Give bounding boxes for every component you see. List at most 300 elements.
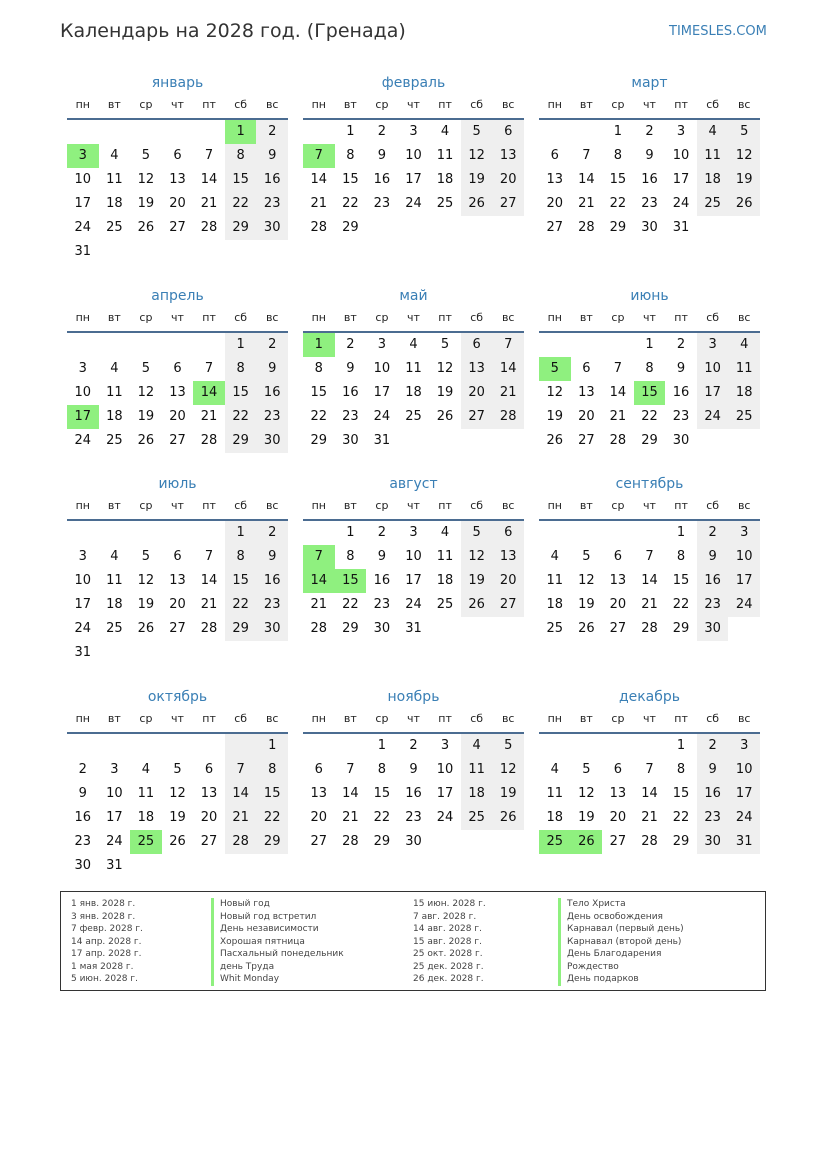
day-cell: 9 [377,148,387,163]
weekday-label: вс [265,98,279,111]
weekday-label: вс [737,98,751,111]
day-cell: 12 [461,545,493,569]
day-cell: 4 [110,361,119,376]
day-cell: 13 [609,786,627,801]
weekday-label: пн [311,311,326,324]
day-cell: 28 [578,220,595,235]
day-cell: 20 [492,569,524,593]
month-name: ноябрь [387,689,440,705]
day-cell: 12 [169,786,186,801]
day-cell: 26 [461,593,493,617]
legend-date: 5 июн. 2028 г. [71,974,138,984]
day-cell: 27 [492,192,524,216]
weekday-label: вт [107,98,121,111]
day-cell: 9 [697,758,729,782]
day-cell: 11 [546,786,564,801]
day-cell: 26 [546,433,564,448]
day-cell: 6 [582,361,591,376]
day-cell: 17 [436,786,454,801]
day-cell: 25 [106,621,123,636]
day-cell: 5 [582,762,591,777]
day-cell: 23 [74,834,92,849]
day-cell: 27 [492,593,524,617]
day-cell: 23 [405,810,422,825]
day-cell: 10 [373,361,391,376]
weekday-header [539,307,760,333]
day-grid [67,734,288,878]
legend-holiday-name: Хорошая пятница [211,936,344,949]
month-name: февраль [381,75,446,91]
weekday-label: чт [171,712,184,725]
day-cell: 4 [110,148,119,163]
day-cell: 23 [373,597,391,612]
month-block [539,72,760,264]
weekday-label: пт [674,98,688,111]
day-cell: 11 [436,549,454,564]
day-cell: 6 [314,762,323,777]
day-cell: 10 [405,549,422,564]
holiday-day-cell: 25 [130,830,162,854]
legend-date: 3 янв. 2028 г. [71,911,136,922]
weekday-header [303,495,524,521]
day-cell: 26 [492,806,524,830]
month-block [539,686,760,878]
day-cell: 21 [200,409,218,424]
month-block [67,686,288,878]
day-cell: 10 [405,148,422,163]
weekday-label: пн [311,98,326,111]
weekday-label: вс [265,311,279,324]
weekday-label: пн [75,712,90,725]
legend-date: 14 авг. 2028 г. [413,924,482,934]
day-cell: 14 [225,782,257,806]
weekday-label: ср [611,712,625,725]
day-cell: 18 [546,810,564,825]
day-cell: 10 [672,148,690,163]
month-block [67,72,288,264]
day-cell: 16 [256,381,288,405]
day-cell: 27 [310,834,328,849]
holiday-day-cell: 1 [225,120,257,144]
day-cell: 20 [169,409,186,424]
legend-date: 15 июн. 2028 г. [413,899,486,909]
weekday-label: чт [171,499,184,512]
weekday-label: вс [501,712,515,725]
day-cell: 21 [310,597,328,612]
day-cell: 24 [672,196,690,211]
weekday-label: вс [501,311,515,324]
day-cell: 4 [409,337,418,352]
day-cell: 8 [613,148,623,163]
day-grid [539,120,760,264]
weekday-label: пт [438,499,452,512]
day-cell: 18 [436,573,454,588]
day-cell: 16 [672,385,690,400]
weekday-label: ср [611,311,625,324]
day-cell: 30 [405,834,422,849]
day-grid [539,333,760,477]
day-cell: 21 [492,381,524,405]
day-cell: 20 [310,810,328,825]
day-cell: 24 [373,409,391,424]
month-block [303,285,524,477]
weekday-label: сб [470,311,484,324]
legend-holiday-name: Пасхальный понедельник [211,948,344,961]
day-cell: 18 [106,196,123,211]
day-cell: 16 [641,172,658,187]
weekday-label: ср [611,98,625,111]
day-cell: 22 [672,810,690,825]
holiday-day-cell: 7 [303,545,335,569]
day-cell: 10 [74,172,92,187]
legend-date: 17 апр. 2028 г. [71,949,142,959]
day-cell: 8 [314,361,323,376]
day-cell: 11 [436,148,454,163]
weekday-label: сб [234,499,248,512]
day-cell: 18 [137,810,155,825]
day-cell: 28 [641,621,658,636]
day-cell: 21 [225,806,257,830]
day-cell: 27 [546,220,564,235]
day-cell: 21 [342,810,359,825]
weekday-label: пн [75,499,90,512]
weekday-label: пн [547,499,562,512]
weekday-label: вт [343,712,357,725]
day-cell: 12 [436,361,454,376]
day-cell: 3 [440,738,450,753]
day-cell: 1 [346,124,355,139]
day-cell: 2 [256,521,288,545]
holiday-day-cell: 15 [335,569,367,593]
day-cell: 28 [200,621,218,636]
day-cell: 23 [697,593,729,617]
day-cell: 27 [578,433,595,448]
day-grid [67,333,288,477]
day-grid [539,734,760,878]
day-cell: 2 [256,333,288,357]
day-cell: 5 [728,120,760,144]
holiday-day-cell: 14 [303,569,335,593]
day-cell: 7 [613,361,623,376]
weekday-label: пт [438,98,452,111]
day-cell: 31 [74,645,92,660]
month-name: август [389,476,438,492]
day-cell: 10 [106,786,123,801]
weekday-label: вс [737,712,751,725]
legend-right-names [558,898,684,986]
day-cell: 25 [436,196,454,211]
day-cell: 5 [141,361,151,376]
day-cell: 6 [204,762,214,777]
weekday-header [67,495,288,521]
month-name: март [631,75,668,91]
month-block [67,285,288,477]
weekday-label: пт [674,712,688,725]
day-cell: 18 [546,597,564,612]
day-cell: 13 [200,786,218,801]
day-cell: 2 [697,734,729,758]
day-cell: 26 [137,433,155,448]
weekday-label: вт [107,311,121,324]
day-cell: 9 [697,545,729,569]
day-cell: 14 [641,573,658,588]
day-cell: 22 [342,597,359,612]
weekend-shade [225,734,257,758]
day-cell: 13 [492,545,524,569]
day-cell: 29 [256,830,288,854]
day-cell: 3 [728,521,760,545]
day-cell: 1 [225,521,257,545]
weekday-label: чт [407,98,420,111]
page-title: Календарь на 2028 год. (Гренада) [60,20,406,42]
legend-date: 25 дек. 2028 г. [413,961,484,972]
day-cell: 26 [169,834,186,849]
day-cell: 5 [141,549,151,564]
day-cell: 23 [373,196,391,211]
day-cell: 11 [137,786,155,801]
day-cell: 9 [645,148,654,163]
legend-holiday-name: Новый год [211,898,344,911]
day-cell: 31 [728,830,760,854]
day-cell: 10 [728,545,760,569]
day-cell: 2 [377,525,387,540]
legend-left-dates [71,898,143,986]
day-cell: 30 [373,621,391,636]
weekday-label: чт [643,712,656,725]
day-cell: 17 [373,385,391,400]
day-cell: 30 [697,617,729,641]
day-cell: 30 [672,433,690,448]
legend-holiday-name: Тело Христа [558,898,684,911]
day-cell: 8 [256,758,288,782]
month-block [539,473,760,665]
weekday-label: пн [547,98,562,111]
day-cell: 9 [256,545,288,569]
weekday-label: пт [202,499,216,512]
day-cell: 3 [110,762,119,777]
day-cell: 15 [672,786,690,801]
day-cell: 14 [342,786,359,801]
weekday-label: вт [343,311,357,324]
day-cell: 30 [697,830,729,854]
day-cell: 8 [225,545,257,569]
weekday-label: вт [579,311,593,324]
day-cell: 13 [169,385,186,400]
day-cell: 28 [310,220,328,235]
weekday-label: сб [470,98,484,111]
month-name: июнь [630,288,669,304]
day-cell: 21 [641,597,658,612]
weekday-label: чт [643,311,656,324]
weekday-label: ср [375,98,389,111]
day-cell: 3 [697,333,729,357]
day-cell: 24 [106,834,123,849]
day-cell: 5 [461,521,493,545]
holiday-day-cell: 14 [193,381,225,405]
weekday-label: сб [234,98,248,111]
weekday-label: вс [501,499,515,512]
day-cell: 9 [377,549,387,564]
weekday-label: вс [737,311,751,324]
weekday-label: вт [579,712,593,725]
weekday-label: вс [501,98,515,111]
day-cell: 19 [137,196,155,211]
day-cell: 28 [200,220,218,235]
day-cell: 15 [672,573,690,588]
day-cell: 5 [440,337,450,352]
weekday-label: ср [375,311,389,324]
day-cell: 17 [728,569,760,593]
day-cell: 4 [697,120,729,144]
day-cell: 20 [169,196,186,211]
day-cell: 16 [697,782,729,806]
day-cell: 19 [169,810,186,825]
day-cell: 17 [405,172,422,187]
day-cell: 5 [461,120,493,144]
day-cell: 29 [373,834,391,849]
day-cell: 12 [137,573,155,588]
day-cell: 7 [645,762,654,777]
day-cell: 30 [256,617,288,641]
day-cell: 22 [609,196,627,211]
day-cell: 7 [204,549,214,564]
weekday-label: ср [139,499,153,512]
day-cell: 25 [106,433,123,448]
day-cell: 13 [609,573,627,588]
day-cell: 4 [728,333,760,357]
day-cell: 3 [78,549,87,564]
day-cell: 2 [676,337,686,352]
day-cell: 2 [377,124,387,139]
weekday-label: сб [470,712,484,725]
legend-holiday-name: День подарков [558,973,684,986]
weekday-header [67,307,288,333]
day-cell: 20 [609,810,627,825]
month-name: январь [151,75,204,91]
day-cell: 9 [409,762,418,777]
day-cell: 12 [137,172,155,187]
day-cell: 20 [578,409,595,424]
day-cell: 19 [578,597,595,612]
day-cell: 28 [342,834,359,849]
day-cell: 13 [578,385,595,400]
day-cell: 7 [225,758,257,782]
day-cell: 9 [346,361,355,376]
legend-holiday-name: Рождество [558,961,684,974]
weekday-label: пт [202,98,216,111]
day-cell: 28 [641,834,658,849]
day-cell: 6 [550,148,559,163]
month-block [303,72,524,264]
day-cell: 4 [550,762,559,777]
day-cell: 31 [672,220,690,235]
day-cell: 6 [613,762,623,777]
day-cell: 18 [405,385,422,400]
holiday-legend [60,891,766,991]
weekday-label: пт [202,311,216,324]
day-cell: 24 [74,433,92,448]
day-grid [303,521,524,665]
weekday-label: пт [674,311,688,324]
day-cell: 24 [728,593,760,617]
weekday-label: ср [139,98,153,111]
day-cell: 15 [373,786,391,801]
weekday-label: чт [171,311,184,324]
month-block [67,473,288,665]
legend-date: 7 авг. 2028 г. [413,911,477,922]
day-cell: 2 [346,337,355,352]
holiday-day-cell: 15 [634,381,666,405]
day-cell: 27 [169,220,186,235]
day-cell: 10 [728,758,760,782]
day-cell: 11 [405,361,422,376]
day-cell: 4 [461,734,493,758]
day-cell: 6 [173,148,182,163]
day-cell: 18 [728,381,760,405]
day-cell: 22 [342,196,359,211]
day-cell: 15 [225,381,257,405]
legend-holiday-name: День Благодарения [558,948,684,961]
day-cell: 3 [78,361,87,376]
legend-date: 7 февр. 2028 г. [71,924,143,934]
legend-holiday-name: День независимости [211,923,344,936]
weekday-label: вс [737,499,751,512]
day-cell: 8 [377,762,387,777]
day-cell: 28 [609,433,627,448]
month-name: апрель [151,288,204,304]
day-cell: 8 [346,148,355,163]
day-cell: 14 [310,172,328,187]
day-cell: 6 [492,120,524,144]
weekday-label: пн [547,712,562,725]
legend-holiday-name: Карнавал (первый день) [558,923,684,936]
weekday-label: вт [579,98,593,111]
day-cell: 29 [609,220,627,235]
day-cell: 27 [200,834,218,849]
day-cell: 7 [346,762,355,777]
day-cell: 11 [697,144,729,168]
day-cell: 7 [204,148,214,163]
weekday-header [303,307,524,333]
day-cell: 25 [405,409,422,424]
day-cell: 1 [346,525,355,540]
day-cell: 3 [409,525,418,540]
day-grid [539,521,760,665]
day-cell: 9 [256,357,288,381]
day-cell: 21 [609,409,627,424]
day-cell: 19 [461,569,493,593]
day-cell: 22 [225,593,257,617]
weekday-label: пт [438,712,452,725]
day-cell: 1 [225,333,257,357]
month-block [303,686,524,878]
day-cell: 28 [310,621,328,636]
weekday-header [539,708,760,734]
day-cell: 27 [461,405,493,429]
day-cell: 1 [377,738,387,753]
day-cell: 26 [137,621,155,636]
weekday-label: сб [470,499,484,512]
day-cell: 17 [74,196,92,211]
day-cell: 15 [225,168,257,192]
site-brand-link[interactable]: TIMESLES.COM [669,24,767,39]
day-cell: 16 [256,168,288,192]
day-cell: 28 [492,405,524,429]
day-cell: 24 [697,405,729,429]
month-block [539,285,760,477]
day-cell: 31 [373,433,391,448]
day-cell: 29 [641,433,658,448]
